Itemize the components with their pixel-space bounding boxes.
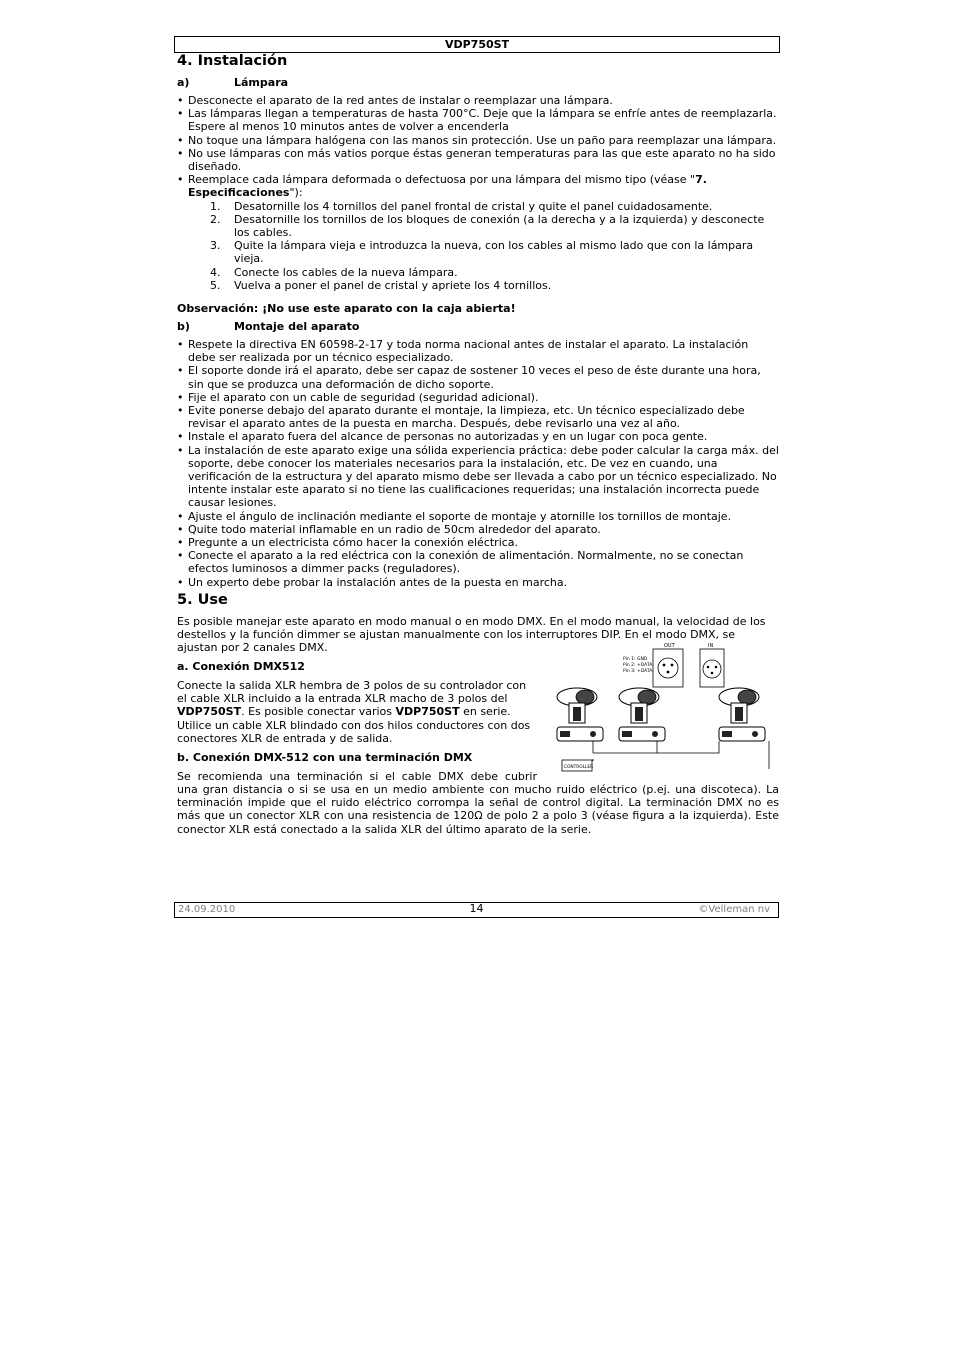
subsection-termination-title: b. Conexión DMX-512 con una terminación DMX <box>177 751 473 764</box>
section-4-title: 4. Instalación <box>177 53 288 69</box>
lamp-instructions <box>177 94 779 292</box>
list-item: • Quite todo material inflamable en un radio de 50cm alrededor del aparato. <box>177 523 779 536</box>
replace-text-pre: Reemplace cada lámpara deformada o defectuosa por una lámpara del mismo tipo (véase " <box>188 173 696 187</box>
list-item: • Fije el aparato con un cable de seguridad (seguridad adicional). <box>177 391 779 404</box>
moving-head-fixture-3 <box>719 688 765 741</box>
list-item: • El soporte donde irá el aparato, debe ser capaz de sostener 10 veces el peso de éste durante una hora, sin que se produzca una deformación de dicho soporte. <box>177 364 779 390</box>
specifications-reference: 7. Especificaciones <box>188 173 707 200</box>
dmx512-text-3: en serie. Utilice un cable XLR blindado con dos hilos conductores con dos conectores XLR de entrada y de salida. <box>177 705 531 745</box>
header-title: VDP750ST <box>174 36 780 53</box>
model-name: VDP750ST <box>177 705 242 719</box>
step-text: Desatornille los 4 tornillos del panel frontal de cristal y quite el panel cuidadosamente. <box>234 199 713 213</box>
subsection-dmx512-title: a. Conexión DMX512 <box>177 660 305 673</box>
list-item: • Ajuste el ángulo de inclinación mediante el soporte de montaje y atornille los tornillos de montaje. <box>177 510 779 523</box>
subsection-a-label: a) <box>177 76 190 89</box>
step-item <box>177 279 779 292</box>
step-number: 2. <box>210 212 221 226</box>
pin-2-label: Pin 2: +DATA <box>623 663 653 668</box>
dmx512-paragraph <box>177 679 537 745</box>
list-item: • No toque una lámpara halógena con las manos sin protección. Use un paño para reemplazar una lámpara. <box>177 134 779 147</box>
step-item <box>177 200 779 213</box>
list-item: • Pregunte a un electricista cómo hacer la conexión eléctrica. <box>177 536 779 549</box>
mounting-bullet-list <box>177 338 779 589</box>
lamp-bullet-list <box>177 94 779 200</box>
controller-label: CONTROLLER <box>564 765 594 770</box>
lamp-steps-list <box>177 200 779 292</box>
use-intro: Es posible manejar este aparato en modo manual o en modo DMX. En el modo manual, la velocidad de los destellos y la función dimmer se ajustan manualmente con los interruptores DIP. En el modo DMX, se ajustan por 2 canales DMX. <box>177 615 766 655</box>
step-text: Desatornille los tornillos de los bloques de conexión (a la derecha y a la izquierda) y desconecte los cables. <box>234 212 765 240</box>
subsection-b-label: b) <box>177 320 190 333</box>
step-text: Conecte los cables de la nueva lámpara. <box>234 265 458 279</box>
dmx-connection-diagram <box>553 641 773 773</box>
moving-head-fixture-1 <box>557 688 603 741</box>
dmx512-text-2: . Es posible conectar varios <box>241 705 396 719</box>
step-item <box>177 266 779 279</box>
step-item <box>177 213 779 239</box>
dmx-cabling <box>593 741 769 769</box>
list-item: • No use lámparas con más vatios porque éstas generan temperaturas para las que este aparato no ha sido diseñado. <box>177 147 779 173</box>
pin-1-label: Pin 1: GND <box>623 657 648 662</box>
xlr-in-connector <box>700 643 724 687</box>
dmx512-text-1: Conecte la salida XLR hembra de 3 polos de su controlador con el cable XLR incluido a la entrada XLR macho de 3 polos del <box>177 679 527 706</box>
footer-copyright: ©Velleman nv <box>698 904 770 915</box>
page-footer <box>174 902 779 918</box>
subsection-b-heading <box>177 320 359 333</box>
step-number: 5. <box>210 278 221 292</box>
moving-head-fixture-2 <box>619 688 665 741</box>
section-5-title: 5. Use <box>177 592 228 608</box>
xlr-out-connector <box>653 643 683 687</box>
step-number: 4. <box>210 265 221 279</box>
list-item: • Respete la directiva EN 60598-2-17 y toda norma nacional antes de instalar el aparato. La instalación debe ser realizada por un técnico especializado. <box>177 338 779 364</box>
dmx-controller <box>562 760 593 771</box>
list-item <box>177 173 779 199</box>
list-item: • Desconecte el aparato de la red antes de instalar o reemplazar una lámpara. <box>177 94 779 107</box>
step-text: Quite la lámpara vieja e introduzca la nueva, con los cables al mismo lado que con la lámpara vieja. <box>234 239 754 266</box>
in-label: IN <box>708 643 714 649</box>
list-item: • Instale el aparato fuera del alcance de personas no autorizadas y en un lugar con poca gente. <box>177 430 779 443</box>
pin-legend <box>623 656 653 674</box>
termination-paragraph: una gran distancia o si se usa en un medio ambiente con mucho ruido eléctrico (p.ej. una discoteca). La terminación impide que el ruido eléctrico corrompa la señal de control digital. La terminación DMX no es más que un conector XLR con una resistencia de 120Ω de polo 2 a polo 3 (véase figura a la izquierda). Este conector XLR está conectado a la salida XLR del último aparato de la serie. <box>177 783 779 836</box>
subsection-b-title: Montaje del aparato <box>234 320 360 333</box>
list-item: • Las lámparas llegan a temperaturas de hasta 700°C. Deje que la lámpara se enfríe antes de reemplazarla. Espere al menos 10 minutos antes de volver a encenderla <box>177 107 779 133</box>
list-item: • Evite ponerse debajo del aparato durante el montaje, la limpieza, etc. Un técnico especializado debe revisar el aparato antes de la puesta en marcha. Después, debe revisarlo una vez al año. <box>177 404 779 430</box>
list-item: • La instalación de este aparato exige una sólida experiencia práctica: debe poder calcular la carga máx. del soporte, debe conocer los materiales necesarios para la instalación, etc. De vez en cuando, una verificación de la estructura y del aparato mismo debe ser llevada a cabo por un técnico especializado. No intente instalar este aparato si no tiene las cualificaciones requeridas; una instalación incorrecta puede causar lesiones. <box>177 444 779 510</box>
step-number: 1. <box>210 199 221 213</box>
pin-3-label: Pin 3: +DATA <box>623 669 653 674</box>
out-label: OUT <box>664 643 675 649</box>
step-text: Vuelva a poner el panel de cristal y apriete los 4 tornillos. <box>234 278 552 292</box>
mounting-instructions <box>177 338 779 589</box>
subsection-a-title: Lámpara <box>234 76 289 89</box>
footer-page-number: 14 <box>469 902 484 915</box>
step-number: 3. <box>210 239 221 253</box>
list-item: • Un experto debe probar la instalación antes de la puesta en marcha. <box>177 576 779 589</box>
termination-line-1: Se recomienda una terminación si el cable DMX debe cubrir <box>177 770 537 783</box>
subsection-a-heading <box>177 76 288 89</box>
footer-date: 24.09.2010 <box>178 904 236 915</box>
observation-note: Observación: ¡No use este aparato con la caja abierta! <box>177 302 516 315</box>
model-name: VDP750ST <box>395 705 460 719</box>
list-item: • Conecte el aparato a la red eléctrica con la conexión de alimentación. Normalmente, no se conectan efectos luminosos a dimmer packs (reguladores). <box>177 549 779 575</box>
step-item <box>177 239 779 265</box>
replace-text-post: "): <box>289 186 303 200</box>
